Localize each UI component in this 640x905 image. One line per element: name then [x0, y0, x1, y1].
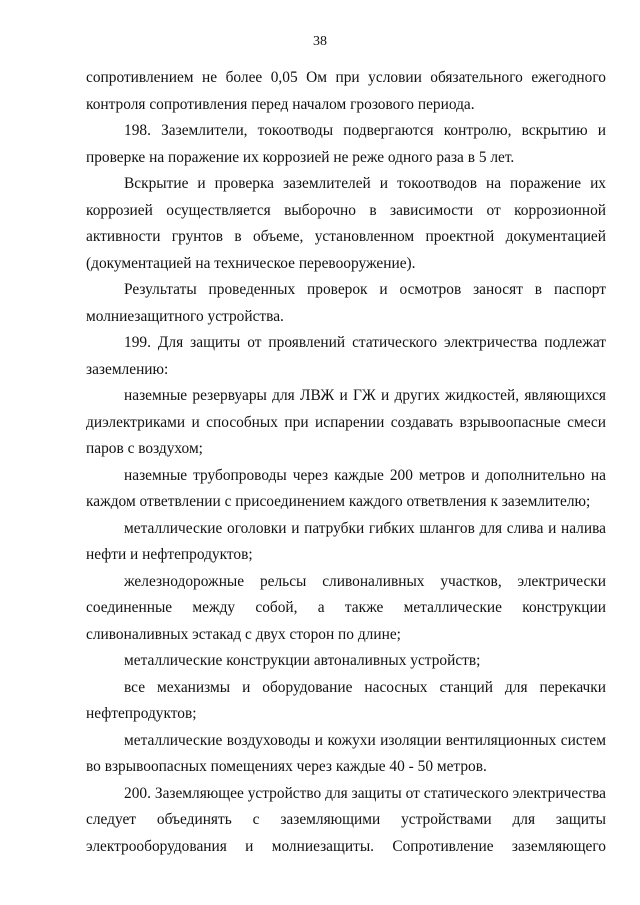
document-body — [86, 65, 606, 860]
paragraph-198: 198. Заземлители, токоотводы подвергаются контролю, вскрытию и проверке на поражение их коррозией не реже одного раза в 5 лет. — [86, 122, 606, 166]
paragraph-200: 200. Заземляющее устройство для защиты от статического электричества следует объединять с заземляющими устройствами для защиты электрооборудования и молниезащиты. Сопротивление заземляющего — [86, 784, 606, 855]
paragraph-199: 199. Для защиты от проявлений статического электричества подлежат заземлению: — [86, 334, 606, 378]
list-item-pump-stations: все механизмы и оборудование насосных станций для перекачки нефтепродуктов; — [86, 678, 606, 722]
paragraph-continuation: сопротивлением не более 0,05 Ом при условии обязательного ежегодного контроля сопротивления перед началом грозового периода. — [86, 69, 606, 113]
paragraph-inspection: Вскрытие и проверка заземлителей и токоотводов на поражение их коррозией осуществляется выборочно в зависимости от коррозионной активности грунтов в объеме, установленном проектной документацией (документацией на техническое перевооружение). — [86, 175, 606, 272]
list-item-hoses: металлические оголовки и патрубки гибких шлангов для слива и налива нефти и нефтепродуктов; — [86, 519, 606, 563]
list-item-air-ducts: металлические воздуховоды и кожухи изоляции вентиляционных систем во взрывоопасных помещениях через каждые 40 - 50 метров. — [86, 731, 606, 775]
list-item-pipelines: наземные трубопроводы через каждые 200 метров и дополнительно на каждом ответвлении с присоединением каждого ответвления к заземлителю; — [86, 466, 606, 510]
list-item-rails: железнодорожные рельсы сливоналивных участков, электрически соединенные между собой, а также металлические конструкции сливоналивных эстакад с двух сторон по длине; — [86, 572, 606, 643]
paragraph-results: Результаты проведенных проверок и осмотров заносят в паспорт молниезащитного устройства. — [86, 281, 606, 325]
page-number: 38 — [313, 34, 327, 49]
list-item-auto-loading: металлические конструкции автоналивных устройств; — [124, 652, 481, 669]
list-item-tanks: наземные резервуары для ЛВЖ и ГЖ и других жидкостей, являющихся диэлектриками и способных при испарении создавать взрывоопасные смеси паров с воздухом; — [86, 387, 606, 457]
